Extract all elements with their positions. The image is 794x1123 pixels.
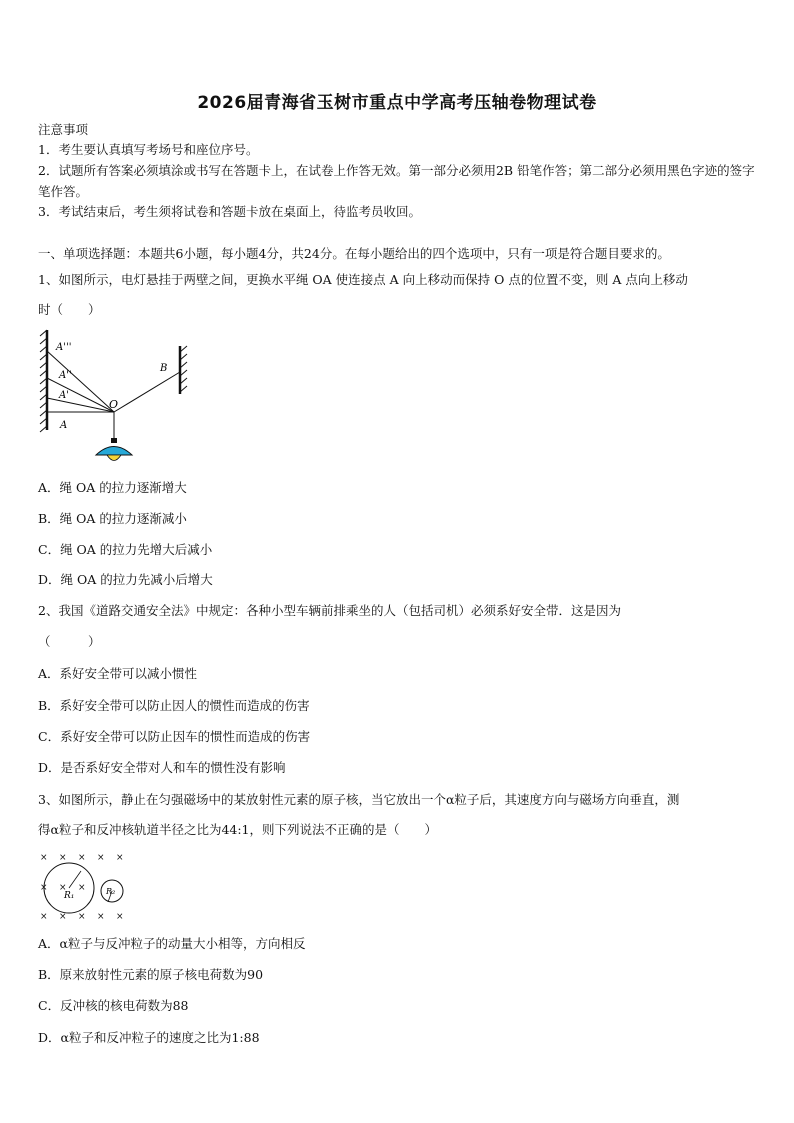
notice-item-3: 3．考试结束后，考生须将试卷和答题卡放在桌面上，待监考员收回。 <box>38 204 421 219</box>
question-2-option-d: D．是否系好安全带对人和车的惯性没有影响 <box>38 760 286 775</box>
question-3-option-b: B．原来放射性元素的原子核电荷数为90 <box>38 967 264 982</box>
svg-text:×: × <box>40 883 48 893</box>
question-3-option-d: D．α粒子和反冲粒子的速度之比为1:88 <box>38 1030 260 1045</box>
rope-a3 <box>47 351 114 412</box>
label-a1: A' <box>59 390 69 401</box>
notice-heading: 注意事项 <box>38 122 89 137</box>
label-a3: A''' <box>56 342 72 353</box>
question-3-stem: 3、如图所示，静止在匀强磁场中的某放射性元素的原子核，当它放出一个α粒子后，其速度方向与磁场方向垂直，测 <box>38 792 680 807</box>
rope-a1 <box>47 398 114 412</box>
question-1-option-b: B．绳 OA 的拉力逐渐减小 <box>38 511 187 526</box>
question-3-figure <box>38 850 138 924</box>
question-2-option-b: B．系好安全带可以防止因人的惯性而造成的伤害 <box>38 698 310 713</box>
question-2-option-c: C．系好安全带可以防止因车的惯性而造成的伤害 <box>38 729 311 744</box>
label-a2: A'' <box>59 370 72 381</box>
label-r2: R₂ <box>106 887 116 896</box>
question-3-option-c: C．反冲核的核电荷数为88 <box>38 998 189 1013</box>
question-2-stem: 2、我国《道路交通安全法》中规定：各种小型车辆前排乘坐的人（包括司机）必须系好安全带．这是因为 <box>38 603 621 618</box>
svg-text:×: × <box>97 853 105 863</box>
svg-text:×: × <box>78 912 86 922</box>
question-3-option-a: A．α粒子与反冲粒子的动量大小相等，方向相反 <box>38 936 306 951</box>
lamp-icon <box>96 438 132 461</box>
notice-item-2: 2．试题所有答案必须填涂或书写在答题卡上，在试卷上作答无效。第一部分必须用2B 铅笔作答；第二部分必须用黑色字迹的签字笔作答。 <box>38 163 755 199</box>
notice-item-1: 1．考生要认真填写考场号和座位序号。 <box>38 142 259 157</box>
label-r1: R₁ <box>64 891 75 901</box>
svg-text:×: × <box>78 853 86 863</box>
label-a: A <box>60 420 68 431</box>
question-1-stem-cont: 时（ ） <box>38 302 101 317</box>
svg-text:×: × <box>40 853 48 863</box>
rope-ob <box>114 372 180 412</box>
question-1-option-d: D．绳 OA 的拉力先减小后增大 <box>38 572 213 587</box>
label-o: O <box>109 398 119 411</box>
svg-text:×: × <box>40 912 48 922</box>
svg-text:×: × <box>116 853 124 863</box>
question-3-stem-cont: 得α粒子和反冲核轨道半径之比为44:1，则下列说法不正确的是（ ） <box>38 822 438 837</box>
question-1-option-c: C．绳 OA 的拉力先增大后减小 <box>38 542 213 557</box>
question-2-stem-cont: （ ） <box>38 634 101 649</box>
svg-text:×: × <box>59 853 67 863</box>
question-1-stem: 1、如图所示，电灯悬挂于两壁之间，更换水平绳 OA 使连接点 A 向上移动而保持 O 点的位置不变，则 A 点向上移动 <box>38 272 688 287</box>
section-heading: 一、单项选择题：本题共6小题，每小题4分，共24分。在每小题给出的四个选项中，只有一项是符合题目要求的。 <box>38 246 670 261</box>
page-title: 2026届青海省玉树市重点中学高考压轴卷物理试卷 <box>197 93 597 113</box>
svg-text:×: × <box>97 912 105 922</box>
question-1-option-a: A．绳 OA 的拉力逐渐增大 <box>38 480 187 495</box>
svg-text:×: × <box>78 883 86 893</box>
question-1-figure <box>38 326 208 471</box>
label-b: B <box>160 363 168 374</box>
svg-text:×: × <box>59 883 67 893</box>
question-2-option-a: A．系好安全带可以减小惯性 <box>38 666 198 681</box>
rope-a2 <box>47 378 114 412</box>
svg-text:×: × <box>116 912 124 922</box>
svg-text:×: × <box>59 912 67 922</box>
